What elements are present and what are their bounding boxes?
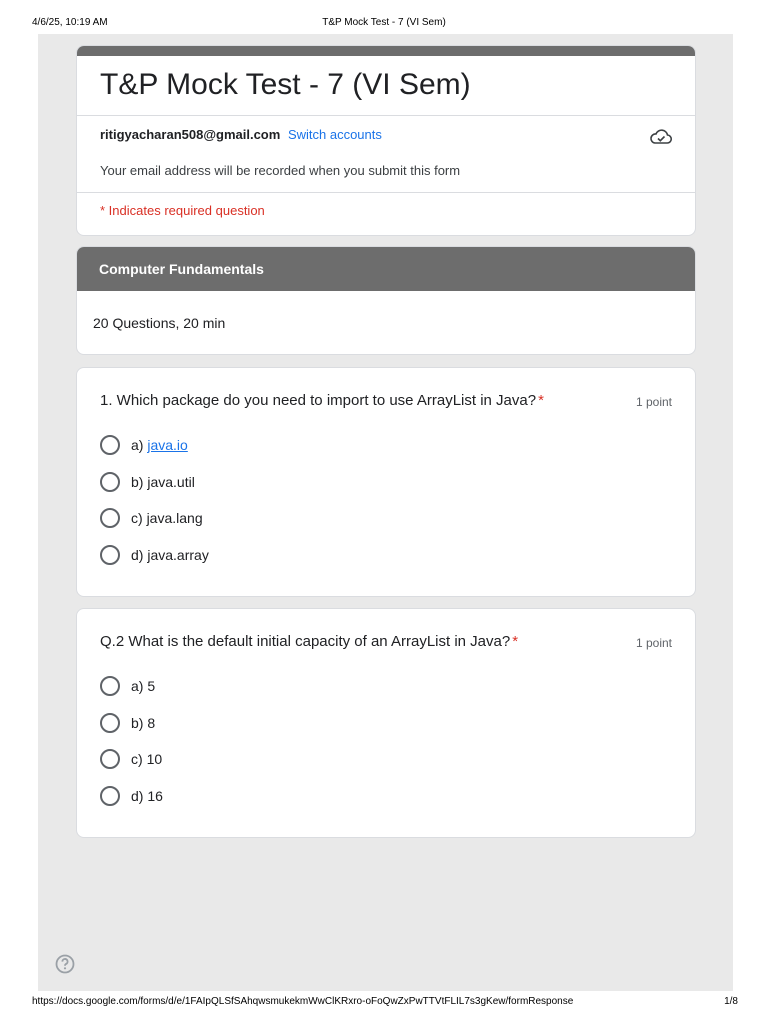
answer-option[interactable] bbox=[100, 675, 155, 697]
title-accent-bar bbox=[77, 46, 695, 56]
option-link[interactable]: java.io bbox=[147, 437, 188, 453]
required-star: * bbox=[538, 392, 544, 409]
option-text: 5 bbox=[147, 678, 156, 694]
option-text: java.array bbox=[147, 547, 209, 563]
radio-button[interactable] bbox=[100, 786, 120, 806]
question-points: 1 point bbox=[635, 636, 672, 650]
option-label bbox=[131, 437, 188, 453]
print-date: 4/6/25, 10:19 AM bbox=[32, 17, 108, 28]
option-prefix: c) bbox=[131, 510, 143, 526]
print-page-number: 1/8 bbox=[724, 996, 738, 1007]
option-prefix: a) bbox=[131, 678, 144, 694]
radio-button[interactable] bbox=[100, 508, 120, 528]
answer-option[interactable] bbox=[100, 748, 162, 770]
answer-option[interactable] bbox=[100, 507, 203, 529]
divider bbox=[77, 115, 695, 116]
section-title: Computer Fundamentals bbox=[77, 247, 695, 291]
radio-button[interactable] bbox=[100, 749, 120, 769]
option-text: java.lang bbox=[146, 510, 203, 526]
radio-button[interactable] bbox=[100, 676, 120, 696]
print-footer bbox=[0, 996, 768, 1010]
question-label: Q.2 What is the default initial capacity of an ArrayList in Java? bbox=[100, 633, 511, 650]
question-card bbox=[76, 367, 696, 597]
email-recorded-notice: Your email address will be recorded when you submit this form bbox=[100, 163, 461, 178]
option-label bbox=[131, 678, 155, 694]
option-prefix: a) bbox=[131, 437, 144, 453]
answer-option[interactable] bbox=[100, 712, 155, 734]
form-title: T&P Mock Test - 7 (VI Sem) bbox=[100, 68, 471, 101]
question-points: 1 point bbox=[635, 395, 672, 409]
answer-option[interactable] bbox=[100, 471, 195, 493]
answer-option[interactable] bbox=[100, 544, 209, 566]
answer-option[interactable] bbox=[100, 785, 163, 807]
section-card bbox=[76, 246, 696, 355]
radio-button[interactable] bbox=[100, 713, 120, 733]
radio-button[interactable] bbox=[100, 472, 120, 492]
required-star: * bbox=[512, 633, 519, 650]
required-notice: * Indicates required question bbox=[100, 203, 265, 218]
print-url: https://docs.google.com/forms/d/e/1FAIpQLSfSAhqwsmukekmWwClKRxro-oFoQwZxPwTTVtFLIL7s3gKew/formResponse bbox=[32, 996, 574, 1007]
section-description: 20 Questions, 20 min bbox=[93, 315, 226, 331]
radio-button[interactable] bbox=[100, 545, 120, 565]
question-label: 1. Which package do you need to import to use ArrayList in Java? bbox=[100, 392, 537, 409]
question-text bbox=[100, 633, 518, 650]
question-card bbox=[76, 608, 696, 838]
option-text: java.util bbox=[147, 474, 195, 490]
divider bbox=[77, 192, 695, 193]
option-prefix: c) bbox=[131, 751, 143, 767]
radio-button[interactable] bbox=[100, 435, 120, 455]
question-text bbox=[100, 392, 544, 409]
option-label bbox=[131, 510, 203, 526]
answer-option[interactable] bbox=[100, 434, 188, 456]
form-title-card bbox=[76, 45, 696, 236]
print-header bbox=[0, 17, 768, 31]
cloud-saved-icon bbox=[649, 128, 673, 146]
option-prefix: b) bbox=[131, 474, 144, 490]
option-text: 10 bbox=[146, 751, 163, 767]
print-title: T&P Mock Test - 7 (VI Sem) bbox=[322, 17, 446, 28]
option-prefix: d) bbox=[131, 788, 144, 804]
option-text: 8 bbox=[147, 715, 156, 731]
option-prefix: b) bbox=[131, 715, 144, 731]
option-label bbox=[131, 474, 195, 490]
option-label bbox=[131, 788, 163, 804]
option-label bbox=[131, 547, 209, 563]
option-text: 16 bbox=[147, 788, 163, 804]
account-row bbox=[100, 127, 382, 142]
option-label bbox=[131, 715, 155, 731]
help-circle-icon[interactable] bbox=[55, 954, 75, 974]
option-prefix: d) bbox=[131, 547, 144, 563]
switch-accounts-link[interactable]: Switch accounts bbox=[287, 127, 382, 142]
account-email: ritigyacharan508@gmail.com bbox=[100, 127, 281, 142]
option-label bbox=[131, 751, 162, 767]
